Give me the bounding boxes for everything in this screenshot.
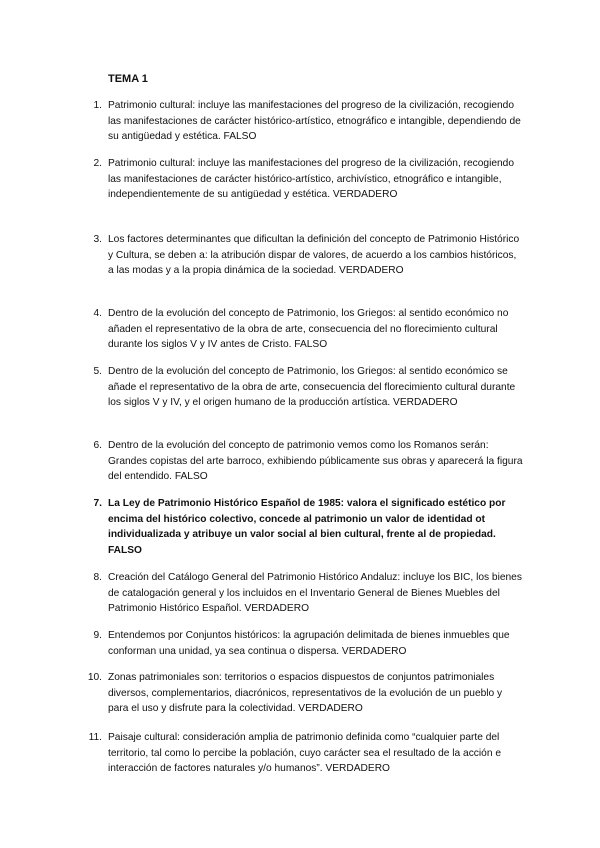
- item-number: 6.: [93, 440, 102, 451]
- item-text: Patrimonio cultural: incluye las manifestaciones del progreso de la civilización, recogiendo las manifestaciones de carácter histórico-artístico, archivístico, etnográfico e intangible, independientemente de su antigüedad y estética. VERDADERO: [108, 158, 515, 200]
- item-text: Paisaje cultural: consideración amplia de patrimonio definida como “cualquier parte del territorio, tal como lo percibe la población, cuyo carácter sea el resultado de la acción e interacción de factores naturales y/o humanos”. VERDADERO: [108, 732, 501, 774]
- list-item: [84, 438, 524, 485]
- item-number: 8.: [93, 572, 102, 583]
- item-text: Dentro de la evolución del concepto de patrimonio vemos como los Romanos serán: Grandes copistas del arte barroco, exhibiendo públicamente sus obras y aparecerá la figura del entendido. FALSO: [108, 440, 523, 482]
- list-item: [84, 730, 524, 777]
- item-text: Los factores determinantes que dificultan la definición del concepto de Patrimonio Histórico y Cultura, se deben a: la atribución dispar de valores, de acuerdo a los cambios históricos, a las modas y a la propia dinámica de la sociedad. VERDADERO: [108, 234, 520, 276]
- item-number: 11.: [88, 732, 102, 743]
- item-number: 7.: [93, 498, 102, 509]
- item-number: 3.: [93, 234, 102, 245]
- item-text: La Ley de Patrimonio Histórico Español de 1985: valora el significado estético por encima del histórico colectivo, concede al patrimonio un valor de identidad ot individualizada y atribuye un valor social al bien cultural, frente al de propiedad. FALSO: [108, 498, 506, 556]
- item-number: 10.: [87, 672, 102, 683]
- list-item: [84, 232, 524, 279]
- item-text: Dentro de la evolución del concepto de Patrimonio, los Griegos: al sentido económico se añade el representativo de la obra de arte, consecuencia del florecimiento cultural durante los siglos V y IV, y el origen humano de la producción artística. VERDADERO: [108, 366, 516, 408]
- list-item: [84, 628, 524, 659]
- item-text: Creación del Catálogo General del Patrimonio Histórico Andaluz: incluye los BIC, los bienes de catalogación general y los incluidos en el Inventario General de Bienes Muebles del Patrimonio Histórico Español. VERDADERO: [108, 572, 522, 614]
- list-item: [84, 306, 524, 353]
- item-number: 9.: [93, 630, 102, 641]
- page-title: TEMA 1: [108, 73, 148, 85]
- item-text: Dentro de la evolución del concepto de Patrimonio, los Griegos: al sentido económico no añaden el representativo de la obra de arte, consecuencia del no florecimiento cultural durante los siglos V y IV antes de Cristo. FALSO: [108, 308, 509, 350]
- list-item-highlighted: [84, 496, 524, 558]
- item-text: Entendemos por Conjuntos históricos: la agrupación delimitada de bienes inmuebles que conforman una unidad, ya sea continua o dispersa. VERDADERO: [108, 630, 510, 657]
- list-item: [84, 156, 524, 203]
- list-item: [84, 670, 524, 717]
- item-text: Patrimonio cultural: incluye las manifestaciones del progreso de la civilización, recogiendo las manifestaciones de carácter histórico-artístico, etnográfico e intangible, dependiendo de su antigüedad y estética. FALSO: [108, 100, 521, 142]
- item-number: 1.: [93, 100, 102, 111]
- list-item: [84, 98, 524, 145]
- list-item: [84, 364, 524, 411]
- item-text: Zonas patrimoniales son: territorios o espacios dispuestos de conjuntos patrimoniales diversos, complementarios, diacrónicos, representativos de la evolución de un pueblo y para el uso y disfrute para la colectividad. VERDADERO: [108, 672, 503, 714]
- item-number: 2.: [93, 158, 102, 169]
- item-number: 5.: [93, 366, 102, 377]
- item-number: 4.: [93, 308, 102, 319]
- list-item: [84, 570, 524, 617]
